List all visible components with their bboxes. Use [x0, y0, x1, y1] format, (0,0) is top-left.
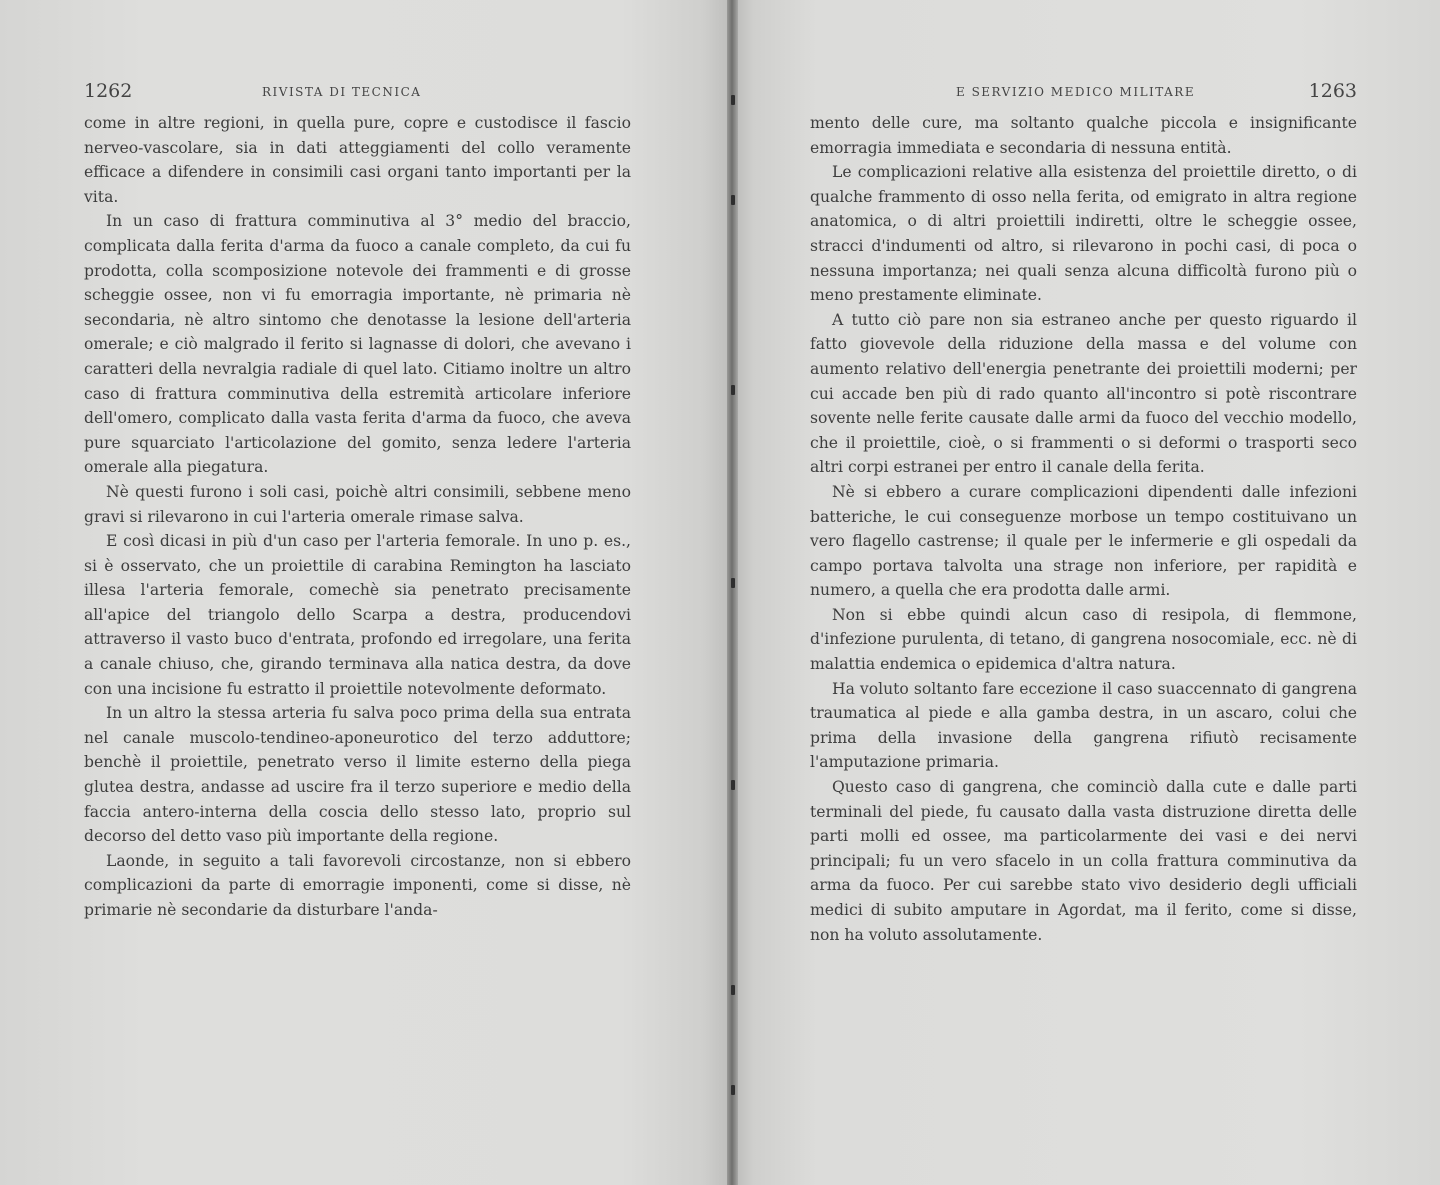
- left-page-header: [84, 82, 631, 108]
- binding-stitch: [731, 95, 735, 105]
- left-paragraph-6: Laonde, in seguito a tali favorevoli circostanze, non si ebbero complicazioni da parte di emorragie imponenti, come si disse, nè primarie nè secondarie da disturbare l'anda-: [84, 851, 631, 919]
- right-paragraph-1: mento delle cure, ma soltanto qualche piccola e insignificante emorragia immediata e secondaria di nessuna entità.: [810, 114, 1357, 157]
- right-running-head: E SERVIZIO MEDICO MILITARE: [956, 85, 1196, 99]
- binding-stitch: [731, 578, 735, 588]
- left-paragraph-2: In un caso di frattura comminutiva al 3° medio del braccio, complicata dalla ferita d'arma da fuoco a canale completo, da cui fu prodotta, colla scomposizione notevole dei frammenti e di grosse scheggie ossee, non vi fu emorragia importante, nè primaria nè secondaria, nè altro sintomo che denotasse la lesione dell'arteria omerale; e ciò malgrado il ferito si lagnasse di dolori, che avevano i caratteri della nevralgia radiale di quel lato. Citiamo inoltre un altro caso di frattura comminutiva della estremità articolare inferiore dell'omero, complicato dalla vasta ferita d'arma da fuoco, che aveva pure squarciato l'articolazione del gomito, senza ledere l'arteria omerale alla piegatura.: [84, 212, 631, 477]
- binding-stitch: [731, 385, 735, 395]
- left-page-body: [84, 111, 631, 923]
- right-page-number: 1263: [1308, 80, 1357, 102]
- right-paragraph-4: Nè si ebbero a curare complicazioni dipendenti dalle infezioni batteriche, le cui conseguenze morbose un tempo costituivano un vero flagello castrense; il quale per le infermerie e gli ospedali da campo portava talvolta una strage non inferiore, per rapidità e numero, a quella che era prodotta dalle armi.: [810, 482, 1357, 600]
- binding-stitch: [731, 195, 735, 205]
- right-page-body: [810, 111, 1357, 947]
- left-page-number: 1262: [84, 80, 133, 102]
- right-page-header: [810, 82, 1357, 108]
- right-paragraph-2: Le complicazioni relative alla esistenza del proiettile diretto, o di qualche frammento di osso nella ferita, od emigrato in altra regione anatomica, o di altri proiettili indiretti, oltre le scheggie ossee, stracci d'indumenti od altro, si rilevarono in pochi casi, di poca o nessuna importanza; nei quali senza alcuna difficoltà furono più o meno prestamente eliminate.: [810, 163, 1357, 305]
- right-page: [732, 0, 1440, 1185]
- right-paragraph-6: Ha voluto soltanto fare eccezione il caso suaccennato di gangrena traumatica al piede e alla gamba destra, in un ascaro, colui che prima della invasione della gangrena rifiutò recisamente l'amputazione primaria.: [810, 679, 1357, 772]
- left-running-head: RIVISTA DI TECNICA: [262, 85, 422, 99]
- left-paragraph-5: In un altro la stessa arteria fu salva poco prima della sua entrata nel canale muscolo-tendineo-aponeurotico del terzo adduttore; benchè il proiettile, penetrato verso il limite esterno della piega glutea destra, andasse ad uscire fra il terzo superiore e medio della faccia antero-interna della coscia dello stesso lato, proprio sul decorso del detto vaso più importante della regione.: [84, 704, 631, 846]
- left-paragraph-3: Nè questi furono i soli casi, poichè altri consimili, sebbene meno gravi si rilevarono in cui l'arteria omerale rimase salva.: [84, 482, 631, 526]
- left-paragraph-4: E così dicasi in più d'un caso per l'arteria femorale. In uno p. es., si è osservato, che un proiettile di carabina Remington ha lasciato illesa l'arteria femorale, comechè sia penetrato precisamente all'apice del triangolo dello Scarpa a destra, producendovi attraverso il vasto buco d'entrata, profondo ed irregolare, una ferita a canale chiuso, che, girando terminava alla natica destra, da dove con una incisione fu estratto il proiettile notevolmente deformato.: [84, 532, 631, 698]
- binding-stitch: [731, 985, 735, 995]
- binding-stitch: [731, 1085, 735, 1095]
- binding-stitch: [731, 780, 735, 790]
- left-paragraph-1: come in altre regioni, in quella pure, copre e custodisce il fascio nerveo-vascolare, sia in dati atteggiamenti del collo veramente efficace a difendere in consimili casi organi tanto importanti per la vita.: [84, 114, 631, 206]
- right-paragraph-7: Questo caso di gangrena, che cominciò dalla cute e dalle parti terminali del piede, fu causato dalla vasta distruzione diretta delle parti molli ed ossee, ma particolarmente dei vasi e dei nervi principali; fu un vero sfacelo in un colla frattura comminutiva da arma da fuoco. Per cui sarebbe stato vivo desiderio degli ufficiali medici di subito amputare in Agordat, ma il ferito, come si disse, non ha voluto assolutamente.: [810, 778, 1357, 944]
- right-paragraph-5: Non si ebbe quindi alcun caso di resipola, di flemmone, d'infezione purulenta, di tetano, di gangrena nosocomiale, ecc. nè di malattia endemica o epidemica d'altra natura.: [810, 605, 1357, 674]
- right-paragraph-3: A tutto ciò pare non sia estraneo anche per questo riguardo il fatto giovevole della riduzione della massa e del volume con aumento relativo dell'energia penetrante dei proiettili moderni; per cui accade ben più di rado quanto all'incontro si potè riscontrare sovente nelle ferite causate dalle armi da fuoco del vecchio modello, che il proiettile, cioè, o si frammenti o si deformi o trasporti seco altri corpi estranei per entro il canale della ferita.: [810, 310, 1357, 477]
- book-gutter: [727, 0, 738, 1185]
